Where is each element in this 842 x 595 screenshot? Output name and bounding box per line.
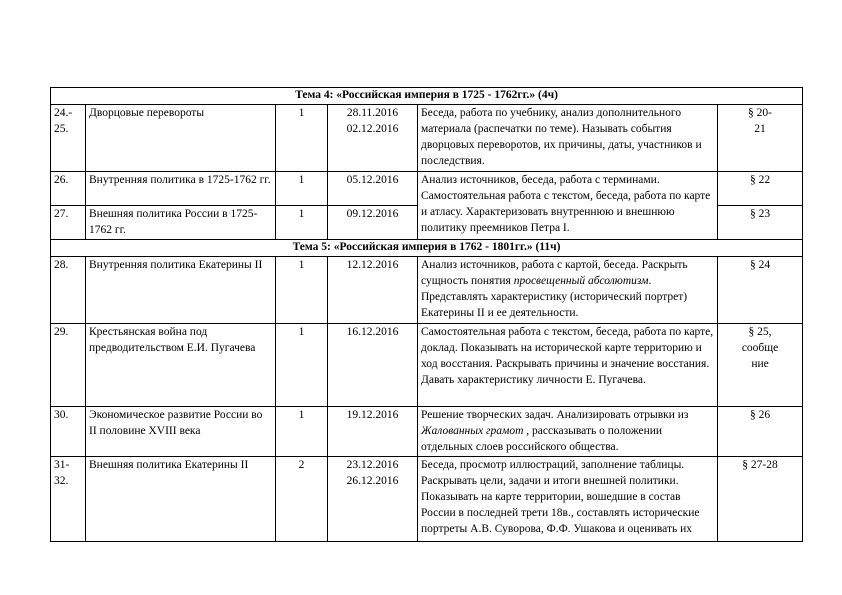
theme-row xyxy=(51,240,803,257)
table-row xyxy=(51,324,803,407)
lesson-hours: 1 xyxy=(276,407,328,457)
lesson-hours: 1 xyxy=(276,206,328,240)
lesson-hours: 1 xyxy=(276,324,328,407)
activity-term: просвещенный абсолютизм xyxy=(513,275,649,287)
table-row xyxy=(51,407,803,457)
lesson-paragraph: § 25, сообще ние xyxy=(718,324,803,407)
lesson-activity: Анализ источников, беседа, работа с терминами. Самостоятельная работа с текстом, беседа, работа по карте и атласу. Характеризовать внутреннюю и внешнюю политику преемников Петра I. xyxy=(418,172,718,240)
lesson-hours: 1 xyxy=(276,172,328,206)
lesson-paragraph: § 22 xyxy=(718,172,803,206)
lesson-dates: 09.12.2016 xyxy=(328,206,418,240)
table-row xyxy=(51,172,803,206)
theme-row xyxy=(51,88,803,105)
lesson-topic: Экономическое развитие России во II половине XVIII века xyxy=(86,407,276,457)
lesson-dates: 05.12.2016 xyxy=(328,172,418,206)
lesson-dates: 12.12.2016 xyxy=(328,257,418,324)
lesson-paragraph: § 27-28 xyxy=(718,457,803,542)
table-row xyxy=(51,257,803,324)
lesson-topic: Внешняя политика Екатерины II xyxy=(86,457,276,542)
lesson-number: 28. xyxy=(51,257,86,324)
table-row xyxy=(51,105,803,172)
lesson-plan-table-wrapper xyxy=(50,87,803,542)
lesson-number: 24.- 25. xyxy=(51,105,86,172)
lesson-topic: Дворцовые перевороты xyxy=(86,105,276,172)
lesson-dates: 19.12.2016 xyxy=(328,407,418,457)
lesson-number: 26. xyxy=(51,172,86,206)
lesson-activity xyxy=(418,257,718,324)
lesson-topic: Крестьянская война под предводительством Е.И. Пугачева xyxy=(86,324,276,407)
lesson-plan-table xyxy=(50,87,803,542)
activity-text: Решение творческих задач. Анализировать отрывки из xyxy=(421,409,689,421)
activity-term: Жалованных грамот xyxy=(421,425,524,437)
activity-text: Анализ источников, работа с картой, беседа. Раскрыть сущность понятия xyxy=(421,259,688,287)
lesson-topic: Внутренняя политика Екатерины II xyxy=(86,257,276,324)
theme-heading: Тема 5: «Российская империя в 1762 - 1801гг.» (11ч) xyxy=(51,240,803,257)
lesson-dates: 23.12.2016 26.12.2016 xyxy=(328,457,418,542)
lesson-topic: Внешняя политика России в 1725-1762 гг. xyxy=(86,206,276,240)
lesson-activity xyxy=(418,407,718,457)
lesson-dates: 28.11.2016 02.12.2016 xyxy=(328,105,418,172)
lesson-activity: Беседа, работа по учебнику, анализ дополнительного материала (распечатки по теме). Называть события дворцовых переворотов, их причины, даты, участников и последствия. xyxy=(418,105,718,172)
lesson-hours: 1 xyxy=(276,257,328,324)
lesson-hours: 2 xyxy=(276,457,328,542)
lesson-number: 29. xyxy=(51,324,86,407)
activity-text: , рассказывать о положении отдельных слоев российского общества. xyxy=(421,425,663,453)
lesson-hours: 1 xyxy=(276,105,328,172)
lesson-number: 30. xyxy=(51,407,86,457)
theme-heading: Тема 4: «Российская империя в 1725 - 1762гг.» (4ч) xyxy=(51,88,803,105)
lesson-paragraph: § 26 xyxy=(718,407,803,457)
lesson-dates: 16.12.2016 xyxy=(328,324,418,407)
table-row xyxy=(51,457,803,542)
activity-text: . Представлять характеристику (исторический портрет) Екатерины II и ее деятельности. xyxy=(421,275,688,319)
lesson-topic: Внутренняя политика в 1725-1762 гг. xyxy=(86,172,276,206)
lesson-paragraph: § 23 xyxy=(718,206,803,240)
lesson-paragraph: § 20- 21 xyxy=(718,105,803,172)
lesson-number: 31- 32. xyxy=(51,457,86,542)
lesson-activity: Самостоятельная работа с текстом, беседа, работа по карте, доклад. Показывать на исторической карте территорию и ход восстания. Раскрывать причины и значение восстания. Давать характеристику личности Е. Пугачева. xyxy=(418,324,718,407)
lesson-number: 27. xyxy=(51,206,86,240)
lesson-paragraph: § 24 xyxy=(718,257,803,324)
lesson-activity: Беседа, просмотр иллюстраций, заполнение таблицы. Раскрывать цели, задачи и итоги внешней политики. Показывать на карте территории, вошедшие в состав России в последней трети 18в., составлять исторические портреты А.В. Суворова, Ф.Ф. Ушакова и оценивать их xyxy=(418,457,718,542)
